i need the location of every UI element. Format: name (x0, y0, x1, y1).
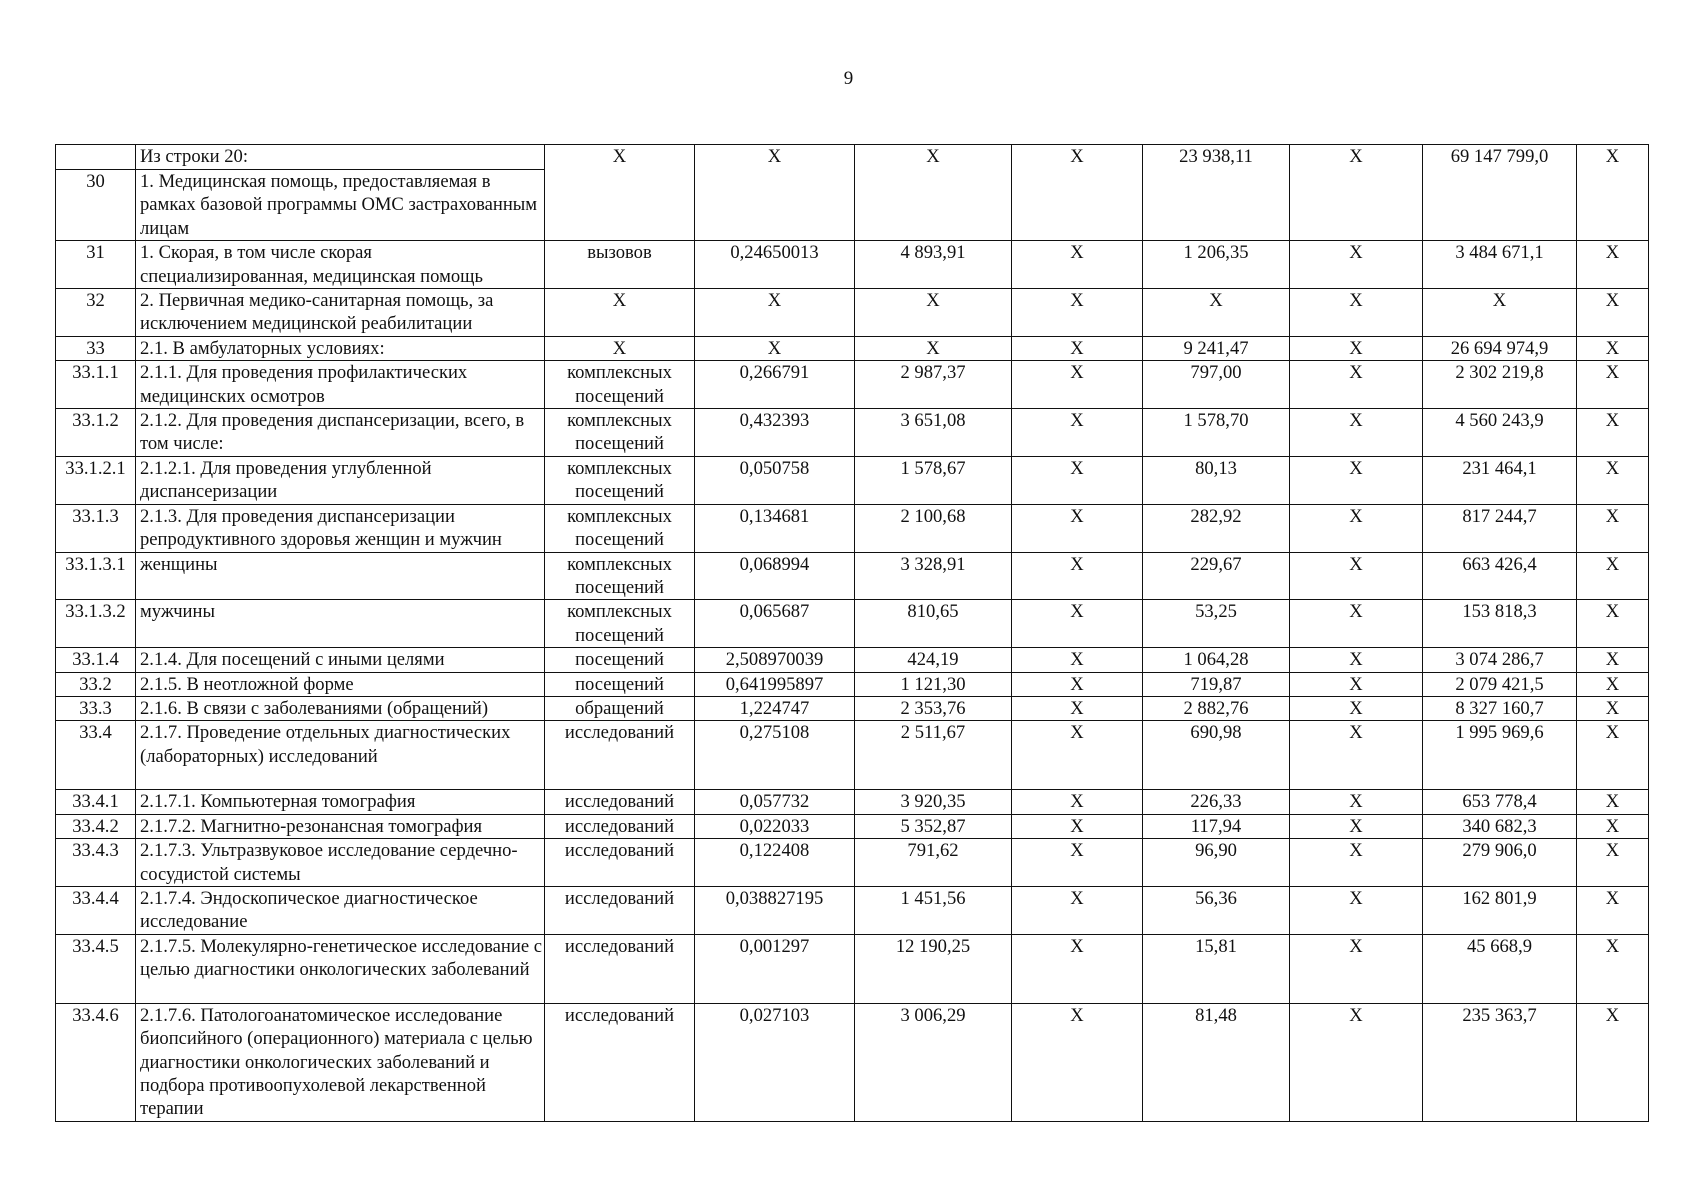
per-capita-cell: 81,48 (1143, 1003, 1290, 1121)
norm-cell: X (695, 145, 855, 241)
table-row (56, 648, 1649, 672)
table-row (56, 839, 1649, 887)
table-row (56, 289, 1649, 337)
cost-cell: X (855, 145, 1012, 241)
norm-cell: X (695, 289, 855, 337)
table-row (56, 504, 1649, 552)
col4-cell: X (1012, 814, 1143, 838)
cost-cell: 2 353,76 (855, 696, 1012, 720)
total-cell: 653 778,4 (1423, 790, 1577, 814)
col8-cell: X (1577, 456, 1649, 504)
table-row (56, 145, 1649, 170)
unit-cell: вызовов (545, 241, 695, 289)
row-code: 33.4.4 (56, 886, 136, 934)
col4-cell: X (1012, 790, 1143, 814)
total-cell: 663 426,4 (1423, 552, 1577, 600)
per-capita-cell: 56,36 (1143, 886, 1290, 934)
norm-cell: 0,065687 (695, 600, 855, 648)
col4-cell: X (1012, 241, 1143, 289)
total-cell: 2 302 219,8 (1423, 361, 1577, 409)
per-capita-cell: 229,67 (1143, 552, 1290, 600)
col6-cell: X (1290, 814, 1423, 838)
row-code: 33.4.2 (56, 814, 136, 838)
row-name: 2.1.7.1. Компьютерная томография (136, 790, 545, 814)
row-name: 2.1.7.3. Ультразвуковое исследование сердечно-сосудистой системы (136, 839, 545, 887)
per-capita-cell: 1 064,28 (1143, 648, 1290, 672)
col4-cell: X (1012, 1003, 1143, 1121)
unit-cell: посещений (545, 648, 695, 672)
col4-cell: X (1012, 648, 1143, 672)
norm-cell: 0,068994 (695, 552, 855, 600)
row-name: 2.1.7.5. Молекулярно-генетическое исследование с целью диагностики онкологических заболеваний (136, 934, 545, 1003)
row-code: 33.1.3 (56, 504, 136, 552)
col8-cell: X (1577, 552, 1649, 600)
col8-cell: X (1577, 145, 1649, 241)
col8-cell: X (1577, 721, 1649, 790)
unit-cell: комплексных посещений (545, 552, 695, 600)
total-cell: 26 694 974,9 (1423, 336, 1577, 360)
unit-cell: X (545, 289, 695, 337)
unit-cell: комплексных посещений (545, 504, 695, 552)
norm-cell: 0,057732 (695, 790, 855, 814)
col4-cell: X (1012, 600, 1143, 648)
cost-cell: 810,65 (855, 600, 1012, 648)
row-name: 1. Медицинская помощь, предоставляемая в рамках базовой программы ОМС застрахованным лицам (136, 170, 545, 241)
row-code: 30 (56, 170, 136, 241)
per-capita-cell: 1 578,70 (1143, 409, 1290, 457)
cost-cell: 2 100,68 (855, 504, 1012, 552)
unit-cell: комплексных посещений (545, 361, 695, 409)
row-name: 2.1.6. В связи с заболеваниями (обращений) (136, 696, 545, 720)
col6-cell: X (1290, 648, 1423, 672)
total-cell: 817 244,7 (1423, 504, 1577, 552)
col4-cell: X (1012, 409, 1143, 457)
row-name: 2. Первичная медико-санитарная помощь, за исключением медицинской реабилитации (136, 289, 545, 337)
per-capita-cell: 117,94 (1143, 814, 1290, 838)
per-capita-cell: 96,90 (1143, 839, 1290, 887)
table-row (56, 241, 1649, 289)
table-row (56, 600, 1649, 648)
table-row (56, 721, 1649, 790)
table-row (56, 409, 1649, 457)
row-name: 1. Скорая, в том числе скорая специализированная, медицинская помощь (136, 241, 545, 289)
total-cell: 3 074 286,7 (1423, 648, 1577, 672)
col6-cell: X (1290, 600, 1423, 648)
col4-cell: X (1012, 672, 1143, 696)
row-code (56, 145, 136, 170)
row-code: 33.4.1 (56, 790, 136, 814)
total-cell: 8 327 160,7 (1423, 696, 1577, 720)
table-row (56, 552, 1649, 600)
row-name: 2.1.7. Проведение отдельных диагностических (лабораторных) исследований (136, 721, 545, 790)
col4-cell: X (1012, 289, 1143, 337)
col8-cell: X (1577, 241, 1649, 289)
unit-cell: посещений (545, 672, 695, 696)
unit-cell: X (545, 336, 695, 360)
data-table (55, 144, 1649, 1122)
total-cell: 45 668,9 (1423, 934, 1577, 1003)
col6-cell: X (1290, 790, 1423, 814)
col8-cell: X (1577, 409, 1649, 457)
page-number: 9 (843, 68, 854, 89)
row-code: 33.1.2 (56, 409, 136, 457)
row-name: 2.1.7.6. Патологоанатомическое исследование биопсийного (операционного) материала с целью диагностики онкологических заболеваний и подбора противоопухолевой лекарственной терапии (136, 1003, 545, 1121)
unit-cell: исследований (545, 1003, 695, 1121)
col4-cell: X (1012, 456, 1143, 504)
row-code: 33.1.4 (56, 648, 136, 672)
col8-cell: X (1577, 1003, 1649, 1121)
table-row (56, 934, 1649, 1003)
col6-cell: X (1290, 361, 1423, 409)
total-cell: 1 995 969,6 (1423, 721, 1577, 790)
norm-cell: 0,038827195 (695, 886, 855, 934)
unit-cell: комплексных посещений (545, 600, 695, 648)
col6-cell: X (1290, 886, 1423, 934)
row-name: женщины (136, 552, 545, 600)
col8-cell: X (1577, 600, 1649, 648)
per-capita-cell: 690,98 (1143, 721, 1290, 790)
unit-cell: комплексных посещений (545, 409, 695, 457)
cost-cell: X (855, 336, 1012, 360)
col6-cell: X (1290, 241, 1423, 289)
total-cell: 69 147 799,0 (1423, 145, 1577, 241)
unit-cell: исследований (545, 790, 695, 814)
col8-cell: X (1577, 336, 1649, 360)
col4-cell: X (1012, 552, 1143, 600)
per-capita-cell: 226,33 (1143, 790, 1290, 814)
per-capita-cell: 282,92 (1143, 504, 1290, 552)
col8-cell: X (1577, 696, 1649, 720)
row-name: 2.1.7.2. Магнитно-резонансная томография (136, 814, 545, 838)
cost-cell: 1 578,67 (855, 456, 1012, 504)
table-row (56, 696, 1649, 720)
col6-cell: X (1290, 145, 1423, 241)
table-row (56, 790, 1649, 814)
total-cell: 4 560 243,9 (1423, 409, 1577, 457)
cost-cell: 3 328,91 (855, 552, 1012, 600)
cost-cell: 3 920,35 (855, 790, 1012, 814)
unit-cell: исследований (545, 839, 695, 887)
col8-cell: X (1577, 672, 1649, 696)
cost-cell: X (855, 289, 1012, 337)
col6-cell: X (1290, 672, 1423, 696)
per-capita-cell: 2 882,76 (1143, 696, 1290, 720)
total-cell: 162 801,9 (1423, 886, 1577, 934)
col6-cell: X (1290, 289, 1423, 337)
norm-cell: 0,266791 (695, 361, 855, 409)
norm-cell: 0,027103 (695, 1003, 855, 1121)
row-code: 31 (56, 241, 136, 289)
norm-cell: 0,432393 (695, 409, 855, 457)
col8-cell: X (1577, 504, 1649, 552)
row-name: Из строки 20: (136, 145, 545, 170)
total-cell: 235 363,7 (1423, 1003, 1577, 1121)
per-capita-cell: 23 938,11 (1143, 145, 1290, 241)
col4-cell: X (1012, 721, 1143, 790)
total-cell: 231 464,1 (1423, 456, 1577, 504)
cost-cell: 2 511,67 (855, 721, 1012, 790)
cost-cell: 3 006,29 (855, 1003, 1012, 1121)
total-cell: 153 818,3 (1423, 600, 1577, 648)
table-row (56, 336, 1649, 360)
per-capita-cell: X (1143, 289, 1290, 337)
total-cell: X (1423, 289, 1577, 337)
cost-cell: 1 451,56 (855, 886, 1012, 934)
unit-cell: исследований (545, 721, 695, 790)
row-name: 2.1.2. Для проведения диспансеризации, всего, в том числе: (136, 409, 545, 457)
per-capita-cell: 719,87 (1143, 672, 1290, 696)
table-row (56, 814, 1649, 838)
cost-cell: 1 121,30 (855, 672, 1012, 696)
col6-cell: X (1290, 934, 1423, 1003)
col8-cell: X (1577, 361, 1649, 409)
unit-cell: X (545, 145, 695, 241)
col4-cell: X (1012, 504, 1143, 552)
col8-cell: X (1577, 886, 1649, 934)
col4-cell: X (1012, 145, 1143, 241)
per-capita-cell: 1 206,35 (1143, 241, 1290, 289)
unit-cell: исследований (545, 934, 695, 1003)
row-code: 33.2 (56, 672, 136, 696)
row-name: 2.1.1. Для проведения профилактических медицинских осмотров (136, 361, 545, 409)
norm-cell: 0,641995897 (695, 672, 855, 696)
col8-cell: X (1577, 934, 1649, 1003)
unit-cell: комплексных посещений (545, 456, 695, 504)
total-cell: 279 906,0 (1423, 839, 1577, 887)
row-code: 33 (56, 336, 136, 360)
col8-cell: X (1577, 289, 1649, 337)
total-cell: 3 484 671,1 (1423, 241, 1577, 289)
col4-cell: X (1012, 934, 1143, 1003)
cost-cell: 2 987,37 (855, 361, 1012, 409)
unit-cell: обращений (545, 696, 695, 720)
col6-cell: X (1290, 696, 1423, 720)
norm-cell: 0,24650013 (695, 241, 855, 289)
row-code: 33.1.3.2 (56, 600, 136, 648)
col4-cell: X (1012, 336, 1143, 360)
col6-cell: X (1290, 336, 1423, 360)
per-capita-cell: 797,00 (1143, 361, 1290, 409)
unit-cell: исследований (545, 814, 695, 838)
col8-cell: X (1577, 839, 1649, 887)
col4-cell: X (1012, 696, 1143, 720)
norm-cell: 0,022033 (695, 814, 855, 838)
row-code: 33.4.6 (56, 1003, 136, 1121)
table-row (56, 1003, 1649, 1121)
col6-cell: X (1290, 504, 1423, 552)
norm-cell: X (695, 336, 855, 360)
row-code: 33.4.5 (56, 934, 136, 1003)
row-name: 2.1.2.1. Для проведения углубленной диспансеризации (136, 456, 545, 504)
col8-cell: X (1577, 790, 1649, 814)
row-name: 2.1.7.4. Эндоскопическое диагностическое исследование (136, 886, 545, 934)
cost-cell: 424,19 (855, 648, 1012, 672)
col4-cell: X (1012, 839, 1143, 887)
row-code: 33.1.2.1 (56, 456, 136, 504)
cost-cell: 4 893,91 (855, 241, 1012, 289)
cost-cell: 3 651,08 (855, 409, 1012, 457)
cost-cell: 791,62 (855, 839, 1012, 887)
row-code: 33.4 (56, 721, 136, 790)
norm-cell: 0,122408 (695, 839, 855, 887)
row-code: 33.1.1 (56, 361, 136, 409)
col8-cell: X (1577, 648, 1649, 672)
col4-cell: X (1012, 361, 1143, 409)
col6-cell: X (1290, 409, 1423, 457)
per-capita-cell: 9 241,47 (1143, 336, 1290, 360)
norm-cell: 0,134681 (695, 504, 855, 552)
row-name: 2.1.5. В неотложной форме (136, 672, 545, 696)
total-cell: 340 682,3 (1423, 814, 1577, 838)
col4-cell: X (1012, 886, 1143, 934)
row-code: 33.3 (56, 696, 136, 720)
table-row (56, 672, 1649, 696)
row-name: 2.1.4. Для посещений с иными целями (136, 648, 545, 672)
col6-cell: X (1290, 721, 1423, 790)
table-body (56, 145, 1649, 1122)
col6-cell: X (1290, 456, 1423, 504)
row-name: 2.1.3. Для проведения диспансеризации репродуктивного здоровья женщин и мужчин (136, 504, 545, 552)
row-name: мужчины (136, 600, 545, 648)
table-row (56, 361, 1649, 409)
table-row (56, 456, 1649, 504)
cost-cell: 5 352,87 (855, 814, 1012, 838)
col6-cell: X (1290, 552, 1423, 600)
norm-cell: 0,001297 (695, 934, 855, 1003)
per-capita-cell: 15,81 (1143, 934, 1290, 1003)
unit-cell: исследований (545, 886, 695, 934)
row-code: 33.1.3.1 (56, 552, 136, 600)
total-cell: 2 079 421,5 (1423, 672, 1577, 696)
per-capita-cell: 53,25 (1143, 600, 1290, 648)
norm-cell: 2,508970039 (695, 648, 855, 672)
col6-cell: X (1290, 1003, 1423, 1121)
row-code: 33.4.3 (56, 839, 136, 887)
table-row (56, 886, 1649, 934)
per-capita-cell: 80,13 (1143, 456, 1290, 504)
norm-cell: 1,224747 (695, 696, 855, 720)
row-code: 32 (56, 289, 136, 337)
norm-cell: 0,050758 (695, 456, 855, 504)
cost-cell: 12 190,25 (855, 934, 1012, 1003)
row-name: 2.1. В амбулаторных условиях: (136, 336, 545, 360)
col8-cell: X (1577, 814, 1649, 838)
norm-cell: 0,275108 (695, 721, 855, 790)
col6-cell: X (1290, 839, 1423, 887)
